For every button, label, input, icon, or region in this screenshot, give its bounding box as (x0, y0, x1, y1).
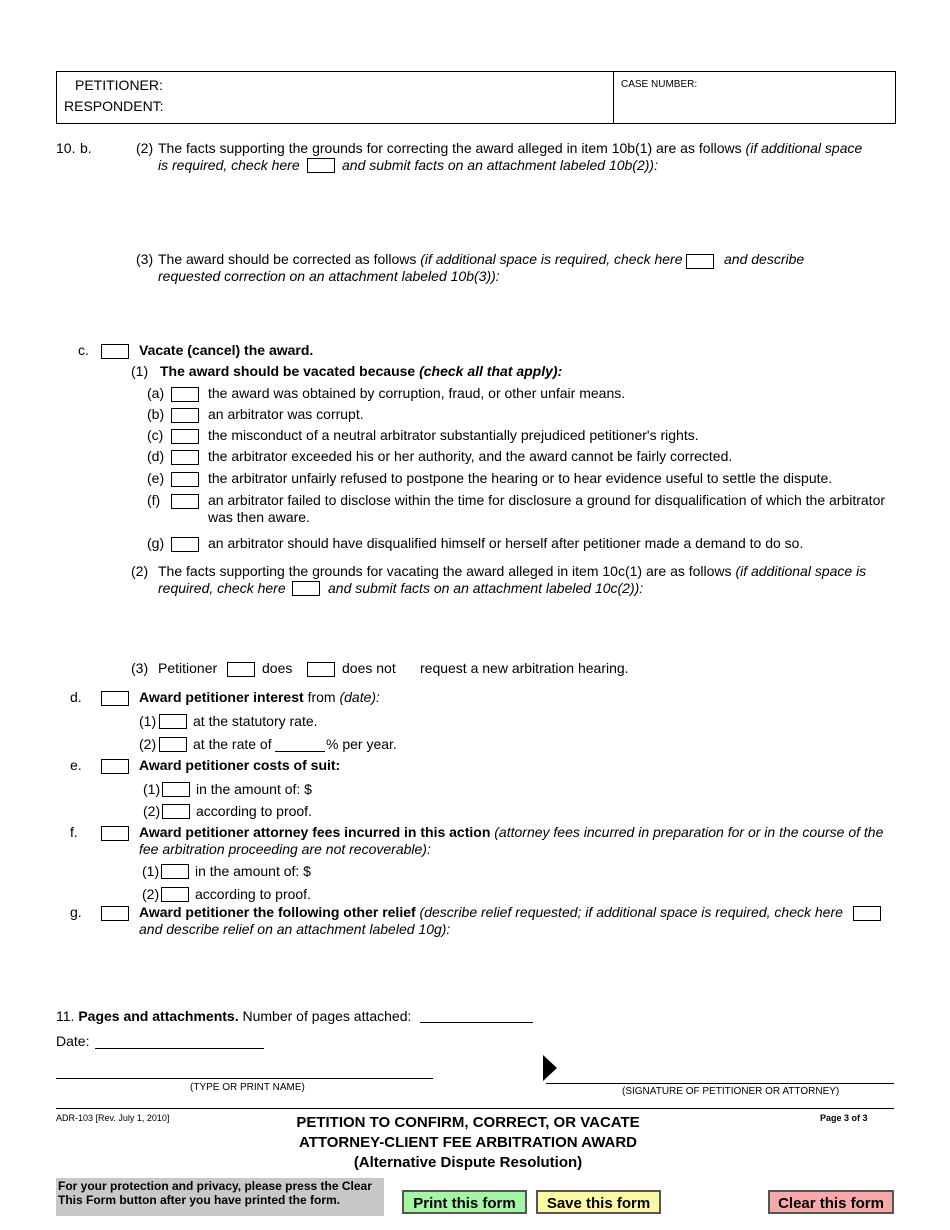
reason-c-checkbox[interactable] (171, 429, 199, 444)
item-10d1-text: at the statutory rate. (193, 713, 318, 729)
item-10g-italic-2: and describe relief on an attachment labeled 10g): (139, 921, 451, 937)
item-11-text: Number of pages attached: (242, 1008, 412, 1024)
item-10c-letter: c. (78, 342, 89, 358)
does-not-label: does not (342, 660, 396, 676)
pages-attached-field[interactable] (420, 1022, 533, 1023)
item-10b2-italic-3: and submit facts on an attachment labeled 10b(2)): (342, 157, 658, 173)
privacy-note-line-2: This Form button after you have printed the form. (58, 1193, 341, 1207)
item-10e-letter: e. (70, 757, 82, 773)
item-10e1-num: (1) (143, 781, 161, 797)
item-10c2-text-plain: The facts supporting the grounds for vacating the award alleged in item 10c(1) are as follows (158, 563, 732, 579)
footer-title-2: ATTORNEY-CLIENT FEE ARBITRATION AWARD (298, 1134, 638, 1151)
item-11-number: 11. (56, 1008, 75, 1024)
item-10b-letter: b. (80, 140, 92, 156)
respondent-label: RESPONDENT: (64, 98, 164, 114)
reason-c-text: the misconduct of a neutral arbitrator substantially prejudiced petitioner's rights. (208, 427, 699, 443)
item-10e2-checkbox[interactable] (162, 804, 190, 819)
item-10d2-suffix: % per year. (326, 736, 397, 752)
item-10g-italic-1: (describe relief requested; if additional space is required, check here (419, 904, 843, 920)
reason-e-text: the arbitrator unfairly refused to postpone the hearing or to hear evidence useful to settle the dispute. (208, 470, 833, 486)
item-10b3-text (158, 251, 683, 267)
item-10d2-text: at the rate of (193, 736, 272, 752)
item-10c3-petitioner: Petitioner (158, 660, 218, 676)
item-10f1-text: in the amount of: $ (195, 863, 311, 879)
footer-title-1: PETITION TO CONFIRM, CORRECT, OR VACATE (296, 1114, 640, 1131)
item-10c2-text (158, 563, 866, 579)
item-10b3-num: (3) (136, 251, 154, 267)
reason-a-text: the award was obtained by corruption, fraud, or other unfair means. (208, 385, 626, 401)
item-10f2-num: (2) (142, 886, 160, 902)
caption-divider (613, 71, 614, 123)
item-10d2-num: (2) (139, 736, 157, 752)
item-11-title (56, 1008, 411, 1024)
item-10f1-checkbox[interactable] (161, 864, 189, 879)
item-10e1-checkbox[interactable] (162, 782, 190, 797)
item-10c2-italic-2: required, check here (158, 580, 286, 596)
reason-f-checkbox[interactable] (171, 494, 199, 509)
item-10f-italic: (attorney fees incurred in preparation for or in the course of the fee arbitration proceeding are not recoverable): (139, 824, 884, 857)
print-form-button[interactable]: Print this form (402, 1190, 527, 1214)
item-10c1-num: (1) (131, 363, 149, 379)
reason-d-text: the arbitrator exceeded his or her authority, and the award cannot be fairly corrected. (208, 448, 733, 464)
print-name-line[interactable] (56, 1078, 433, 1079)
footer-rule (56, 1108, 894, 1109)
item-10d-checkbox[interactable] (101, 691, 129, 706)
item-10b2-italic-2: is required, check here (158, 157, 300, 173)
does-label: does (262, 660, 293, 676)
item-10d1-num: (1) (139, 713, 157, 729)
date-field[interactable] (95, 1048, 264, 1049)
reason-a-checkbox[interactable] (171, 387, 199, 402)
item-10c-checkbox[interactable] (101, 344, 129, 359)
item-10g-attachment-checkbox[interactable] (853, 906, 881, 921)
item-10f2-checkbox[interactable] (161, 887, 189, 902)
item-10f-letter: f. (70, 824, 78, 840)
item-11-title-bold: Pages and attachments. (78, 1008, 239, 1024)
reason-b-checkbox[interactable] (171, 408, 199, 423)
item-10f1-num: (1) (142, 863, 160, 879)
does-not-checkbox[interactable] (307, 662, 335, 677)
item-10d-title-bold: Award petitioner interest (139, 689, 304, 705)
item-10c2-num: (2) (131, 563, 149, 579)
item-10e1-text: in the amount of: $ (196, 781, 312, 797)
signature-arrow-icon (543, 1055, 557, 1081)
item-10b3-italic-1: (if additional space is required, check here (420, 251, 683, 267)
form-id: ADR-103 [Rev. July 1, 2010] (56, 1113, 170, 1123)
item-10e2-num: (2) (143, 803, 161, 819)
item-10d-title (139, 689, 380, 705)
item-10b2-italic-1: (if additional space (745, 140, 863, 156)
item-10b3-italic-3: requested correction on an attachment labeled 10b(3)): (158, 268, 500, 284)
item-10d-letter: d. (70, 689, 82, 705)
petitioner-label: PETITIONER: (75, 77, 163, 93)
item-10b2-text-plain: The facts supporting the grounds for correcting the award alleged in item 10b(1) are as follows (158, 140, 742, 156)
reason-a-letter: (a) (147, 385, 165, 401)
reason-f-text: an arbitrator failed to disclose within the time for disclosure a ground for disqualification of which the arbitrator was then aware. (208, 492, 886, 525)
signature-line[interactable] (546, 1083, 894, 1084)
footer-title-3: (Alternative Dispute Resolution) (353, 1154, 583, 1171)
item-10-number: 10. (56, 140, 76, 156)
item-10e-title: Award petitioner costs of suit: (139, 757, 341, 773)
save-form-button[interactable]: Save this form (536, 1190, 661, 1214)
item-10c1-title-italic: (check all that apply): (419, 363, 563, 379)
item-10b2-attachment-checkbox[interactable] (307, 158, 335, 173)
item-10f-title-bold: Award petitioner attorney fees incurred in this action (139, 824, 491, 840)
clear-form-button[interactable]: Clear this form (768, 1190, 894, 1214)
reason-d-checkbox[interactable] (171, 450, 199, 465)
item-10b2-num: (2) (136, 140, 154, 156)
page-number: Page 3 of 3 (820, 1113, 868, 1123)
item-10c-title: Vacate (cancel) the award. (139, 342, 314, 358)
item-10c2-italic-1: (if additional space is (735, 563, 867, 579)
item-10c2-attachment-checkbox[interactable] (292, 581, 320, 596)
item-10f-title (139, 824, 894, 858)
item-10g-title (139, 904, 843, 920)
item-10c3-num: (3) (131, 660, 149, 676)
print-name-caption: (TYPE OR PRINT NAME) (190, 1082, 305, 1093)
privacy-note-line-1: For your protection and privacy, please press the Clear (58, 1179, 372, 1193)
item-10f2-text: according to proof. (195, 886, 311, 902)
item-10d-date-label: (date): (339, 689, 380, 705)
case-number-label: CASE NUMBER: (621, 79, 698, 90)
item-10c1-title-bold: The award should be vacated because (160, 363, 416, 379)
does-checkbox[interactable] (227, 662, 255, 677)
item-10c3-rest: request a new arbitration hearing. (420, 660, 629, 676)
item-10b2-text (158, 140, 862, 156)
item-10e2-text: according to proof. (196, 803, 312, 819)
item-10f-checkbox[interactable] (101, 826, 129, 841)
reason-g-letter: (g) (147, 535, 165, 551)
item-10b3-italic-2: and describe (724, 251, 805, 267)
item-10c2-italic-3: and submit facts on an attachment labeled 10c(2)): (328, 580, 644, 596)
caption-box (56, 71, 896, 124)
item-10b3-attachment-checkbox[interactable] (686, 254, 714, 269)
item-10d2-checkbox[interactable] (159, 737, 187, 752)
reason-g-checkbox[interactable] (171, 537, 199, 552)
reason-e-checkbox[interactable] (171, 472, 199, 487)
signature-caption: (SIGNATURE OF PETITIONER OR ATTORNEY) (622, 1086, 840, 1097)
reason-b-text: an arbitrator was corrupt. (208, 406, 364, 422)
reason-c-letter: (c) (147, 427, 164, 443)
date-label: Date: (56, 1033, 90, 1049)
reason-b-letter: (b) (147, 406, 165, 422)
item-10d-from: from (307, 689, 336, 705)
reason-d-letter: (d) (147, 448, 165, 464)
item-10d1-checkbox[interactable] (159, 714, 187, 729)
item-10b3-text-plain: The award should be corrected as follows (158, 251, 417, 267)
reason-f-letter: (f) (147, 492, 161, 508)
reason-g-text: an arbitrator should have disqualified himself or herself after petitioner made a demand to do so. (208, 535, 804, 551)
item-10g-title-bold: Award petitioner the following other relief (139, 904, 416, 920)
item-10c1-title (160, 363, 562, 379)
item-10e-checkbox[interactable] (101, 759, 129, 774)
item-10g-checkbox[interactable] (101, 906, 129, 921)
privacy-note-box (56, 1178, 384, 1216)
interest-rate-field[interactable] (275, 751, 325, 752)
item-10g-letter: g. (70, 904, 82, 920)
reason-e-letter: (e) (147, 470, 165, 486)
